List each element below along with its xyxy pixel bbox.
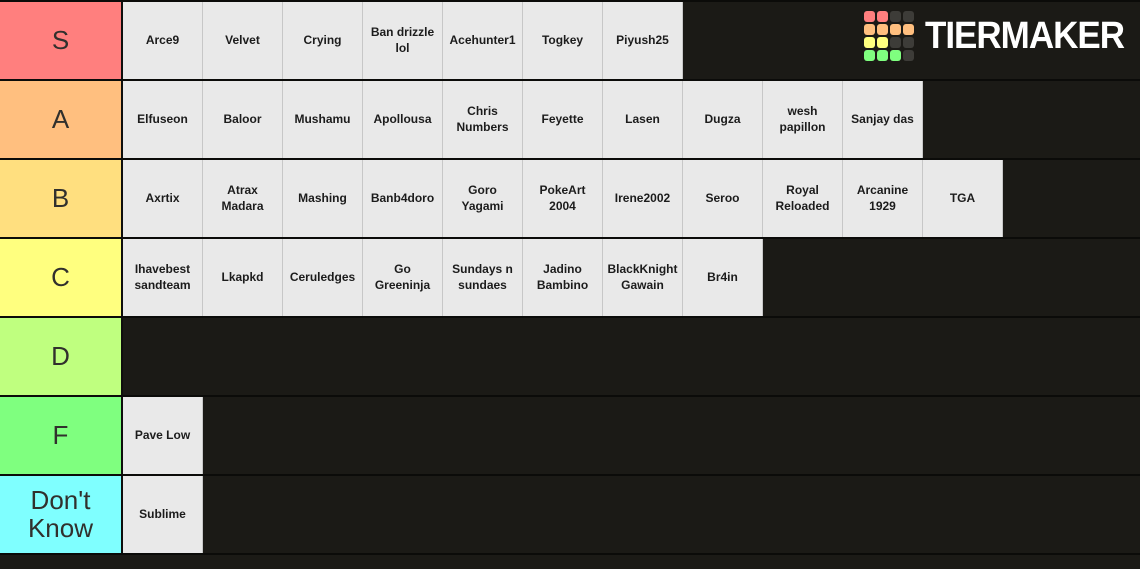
tier-item[interactable]: Lasen: [603, 81, 683, 158]
tier-item[interactable]: Irene2002: [603, 160, 683, 237]
logo-grid-cell: [877, 50, 888, 61]
logo-grid-cell: [864, 24, 875, 35]
tier-item[interactable]: wesh papillon: [763, 81, 843, 158]
tier-item[interactable]: Baloor: [203, 81, 283, 158]
logo-grid-cell: [903, 24, 914, 35]
tier-item[interactable]: Royal Reloaded: [763, 160, 843, 237]
tier-item[interactable]: Ban drizzle lol: [363, 2, 443, 79]
logo-grid-cell: [890, 37, 901, 48]
logo-grid-cell: [864, 50, 875, 61]
tier-item[interactable]: Chris Numbers: [443, 81, 523, 158]
tier-item[interactable]: Axrtix: [123, 160, 203, 237]
tier-item[interactable]: PokeArt 2004: [523, 160, 603, 237]
tiermaker-logo: [864, 11, 1124, 61]
tier-item[interactable]: Piyush25: [603, 2, 683, 79]
logo-grid-cell: [903, 11, 914, 22]
tier-item[interactable]: Banb4doro: [363, 160, 443, 237]
logo-grid-cell: [890, 11, 901, 22]
tier-item[interactable]: Feyette: [523, 81, 603, 158]
tier-item[interactable]: Togkey: [523, 2, 603, 79]
tier-label: C: [0, 239, 123, 316]
tier-item[interactable]: Goro Yagami: [443, 160, 523, 237]
logo-grid-cell: [903, 37, 914, 48]
tier-item[interactable]: Sanjay das: [843, 81, 923, 158]
tier-item[interactable]: Ihavebest sandteam: [123, 239, 203, 316]
logo-grid-cell: [890, 24, 901, 35]
tier-item[interactable]: Jadino Bambino: [523, 239, 603, 316]
tier-item[interactable]: Elfuseon: [123, 81, 203, 158]
tier-label: Don't Know: [0, 476, 123, 553]
tier-label: S: [0, 2, 123, 79]
tier-row: [0, 397, 1140, 476]
logo-grid-cell: [890, 50, 901, 61]
tiermaker-grid-icon: [864, 11, 914, 61]
tier-items: [123, 239, 1140, 316]
tier-items: [123, 397, 1140, 474]
tier-row: [0, 476, 1140, 555]
tier-item[interactable]: BlackKnight Gawain: [603, 239, 683, 316]
tier-item[interactable]: Mushamu: [283, 81, 363, 158]
tier-row: [0, 318, 1140, 397]
logo-grid-cell: [864, 37, 875, 48]
tier-item[interactable]: Apollousa: [363, 81, 443, 158]
logo-grid-cell: [864, 11, 875, 22]
tier-item[interactable]: Pave Low: [123, 397, 203, 474]
tiermaker-logo-text: TIERMAKER: [924, 14, 1124, 57]
tier-item[interactable]: Acehunter1: [443, 2, 523, 79]
tier-item[interactable]: Arcanine 1929: [843, 160, 923, 237]
tier-item[interactable]: Lkapkd: [203, 239, 283, 316]
tier-item[interactable]: Mashing: [283, 160, 363, 237]
tier-label: F: [0, 397, 123, 474]
logo-grid-cell: [877, 11, 888, 22]
tier-row: [0, 160, 1140, 239]
tier-item[interactable]: Sublime: [123, 476, 203, 553]
tier-item[interactable]: Atrax Madara: [203, 160, 283, 237]
tier-items: [123, 81, 1140, 158]
logo-grid-cell: [877, 37, 888, 48]
tier-item[interactable]: Br4in: [683, 239, 763, 316]
tier-item[interactable]: Crying: [283, 2, 363, 79]
logo-grid-cell: [903, 50, 914, 61]
tier-item[interactable]: Arce9: [123, 2, 203, 79]
tier-item[interactable]: Sundays n sundaes: [443, 239, 523, 316]
tier-row: [0, 239, 1140, 318]
tier-item[interactable]: TGA: [923, 160, 1003, 237]
tier-row: [0, 81, 1140, 160]
tier-item[interactable]: Go Greeninja: [363, 239, 443, 316]
tier-items: [123, 318, 1140, 395]
tier-label: D: [0, 318, 123, 395]
tier-label: B: [0, 160, 123, 237]
tier-item[interactable]: Velvet: [203, 2, 283, 79]
tier-label: A: [0, 81, 123, 158]
tier-item[interactable]: Ceruledges: [283, 239, 363, 316]
tier-items: [123, 476, 1140, 553]
tier-items: [123, 160, 1140, 237]
tier-item[interactable]: Dugza: [683, 81, 763, 158]
logo-grid-cell: [877, 24, 888, 35]
tier-item[interactable]: Seroo: [683, 160, 763, 237]
